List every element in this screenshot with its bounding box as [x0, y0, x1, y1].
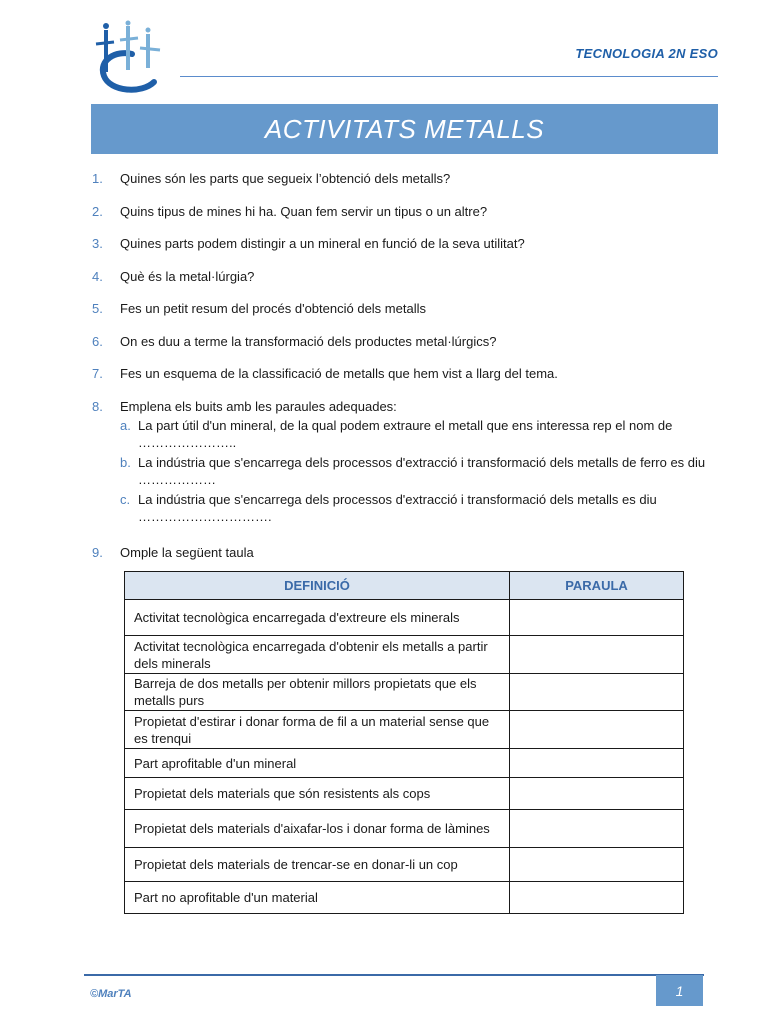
- question-text: Quines parts podem distingir a un mineral en funció de la seva utilitat?: [120, 236, 525, 251]
- fill-in-letter: b.: [120, 454, 131, 470]
- definition-cell: Barreja de dos metalls per obtenir millors propietats que els metalls purs: [125, 674, 510, 711]
- fill-in-letter: a.: [120, 417, 131, 433]
- question-item: [92, 365, 722, 382]
- table-row: [125, 848, 684, 882]
- question-number: 9.: [92, 544, 103, 560]
- definition-cell: Propietat dels materials d'aixafar-los i donar forma de làmines: [125, 810, 510, 848]
- header-divider: [180, 76, 718, 77]
- title-banner: [91, 104, 718, 154]
- question-text: Què és la metal·lúrgia?: [120, 268, 255, 284]
- answer-cell[interactable]: [510, 636, 684, 674]
- question-text: Fes un petit resum del procés d'obtenció dels metalls: [120, 301, 426, 316]
- header-definicio: DEFINICIÓ: [125, 572, 510, 600]
- page-title: ACTIVITATS METALLS: [264, 113, 545, 144]
- question-item: [92, 235, 722, 252]
- fill-in-letter: c.: [120, 491, 131, 507]
- fill-in-item: [120, 491, 722, 525]
- table-row: [125, 674, 684, 711]
- answer-cell[interactable]: [510, 778, 684, 810]
- answer-cell[interactable]: [510, 749, 684, 778]
- definition-cell: Activitat tecnològica encarregada d'obtenir els metalls a partir dels minerals: [125, 636, 510, 674]
- page-number: 1: [675, 982, 684, 999]
- definition-cell: Part aprofitable d'un mineral: [125, 749, 510, 778]
- table-header-row: [125, 572, 684, 600]
- question-text: Fes un esquema de la classificació de metalls que hem vist a llarg del tema.: [120, 366, 558, 381]
- footer-divider: [84, 974, 704, 976]
- definition-cell: Propietat d'estirar i donar forma de fil a un material sense que es trenqui: [125, 711, 510, 749]
- fill-in-text: La part útil d'un mineral, de la qual podem extraure el metall que ens interessa rep el nom de …………………..: [138, 417, 673, 450]
- question-number: 1.: [92, 171, 103, 186]
- question-number: 6.: [92, 333, 103, 349]
- question-number: 4.: [92, 268, 103, 284]
- question-item: [92, 268, 722, 285]
- table-row: [125, 882, 684, 914]
- footer-author: ©MarTA: [90, 988, 132, 1000]
- definition-cell: Activitat tecnològica encarregada d'extreure els minerals: [125, 600, 510, 636]
- question-item: [92, 203, 722, 220]
- table-row: [125, 711, 684, 749]
- table-row: [125, 810, 684, 848]
- answer-cell[interactable]: [510, 674, 684, 711]
- fill-in-text: La indústria que s'encarrega dels processos d'extracció i transformació dels metalls es diu ………………………….: [138, 491, 657, 524]
- fill-in-text: La indústria que s'encarrega dels processos d'extracció i transformació dels metalls de ferro es diu ………………: [138, 454, 706, 487]
- subject-label: TECNOLOGIA 2N ESO: [575, 46, 718, 61]
- question-item: [92, 333, 722, 350]
- answer-cell[interactable]: [510, 882, 684, 914]
- answer-cell[interactable]: [510, 848, 684, 882]
- answer-cell[interactable]: [510, 600, 684, 636]
- definition-cell: Propietat dels materials de trencar-se en donar-li un cop: [125, 848, 510, 882]
- question-number: 5.: [92, 301, 103, 316]
- question-item: [92, 170, 722, 187]
- fill-in-list: [120, 417, 722, 525]
- table-row: [125, 749, 684, 778]
- question-number: 7.: [92, 366, 103, 381]
- question-text: Emplena els buits amb les paraules adequades:: [120, 398, 397, 414]
- header-paraula: PARAULA: [510, 572, 684, 600]
- definition-cell: Part no aprofitable d'un material: [125, 882, 510, 914]
- table-row: [125, 636, 684, 674]
- fill-in-item: [120, 417, 722, 451]
- answer-cell[interactable]: [510, 810, 684, 848]
- question-text: Omple la següent taula: [120, 544, 254, 560]
- question-text: Quines són les parts que segueix l’obtenció dels metalls?: [120, 171, 451, 186]
- definitions-table: [124, 571, 684, 914]
- answer-cell[interactable]: [510, 711, 684, 749]
- question-number: 8.: [92, 398, 103, 414]
- question-number: 3.: [92, 236, 103, 251]
- question-number: 2.: [92, 203, 103, 219]
- question-text: On es duu a terme la transformació dels productes metal·lúrgics?: [120, 333, 497, 349]
- fill-in-item: [120, 454, 722, 488]
- question-list: [92, 170, 722, 576]
- question-item: [92, 544, 722, 561]
- question-item: [92, 300, 722, 317]
- table-row: [125, 778, 684, 810]
- table-row: [125, 600, 684, 636]
- question-text: Quins tipus de mines hi ha. Quan fem servir un tipus o un altre?: [120, 203, 488, 219]
- page-number-box: [656, 975, 703, 1006]
- question-item: [92, 398, 722, 525]
- school-logo: [92, 20, 170, 100]
- definition-cell: Propietat dels materials que són resistents als cops: [125, 778, 510, 810]
